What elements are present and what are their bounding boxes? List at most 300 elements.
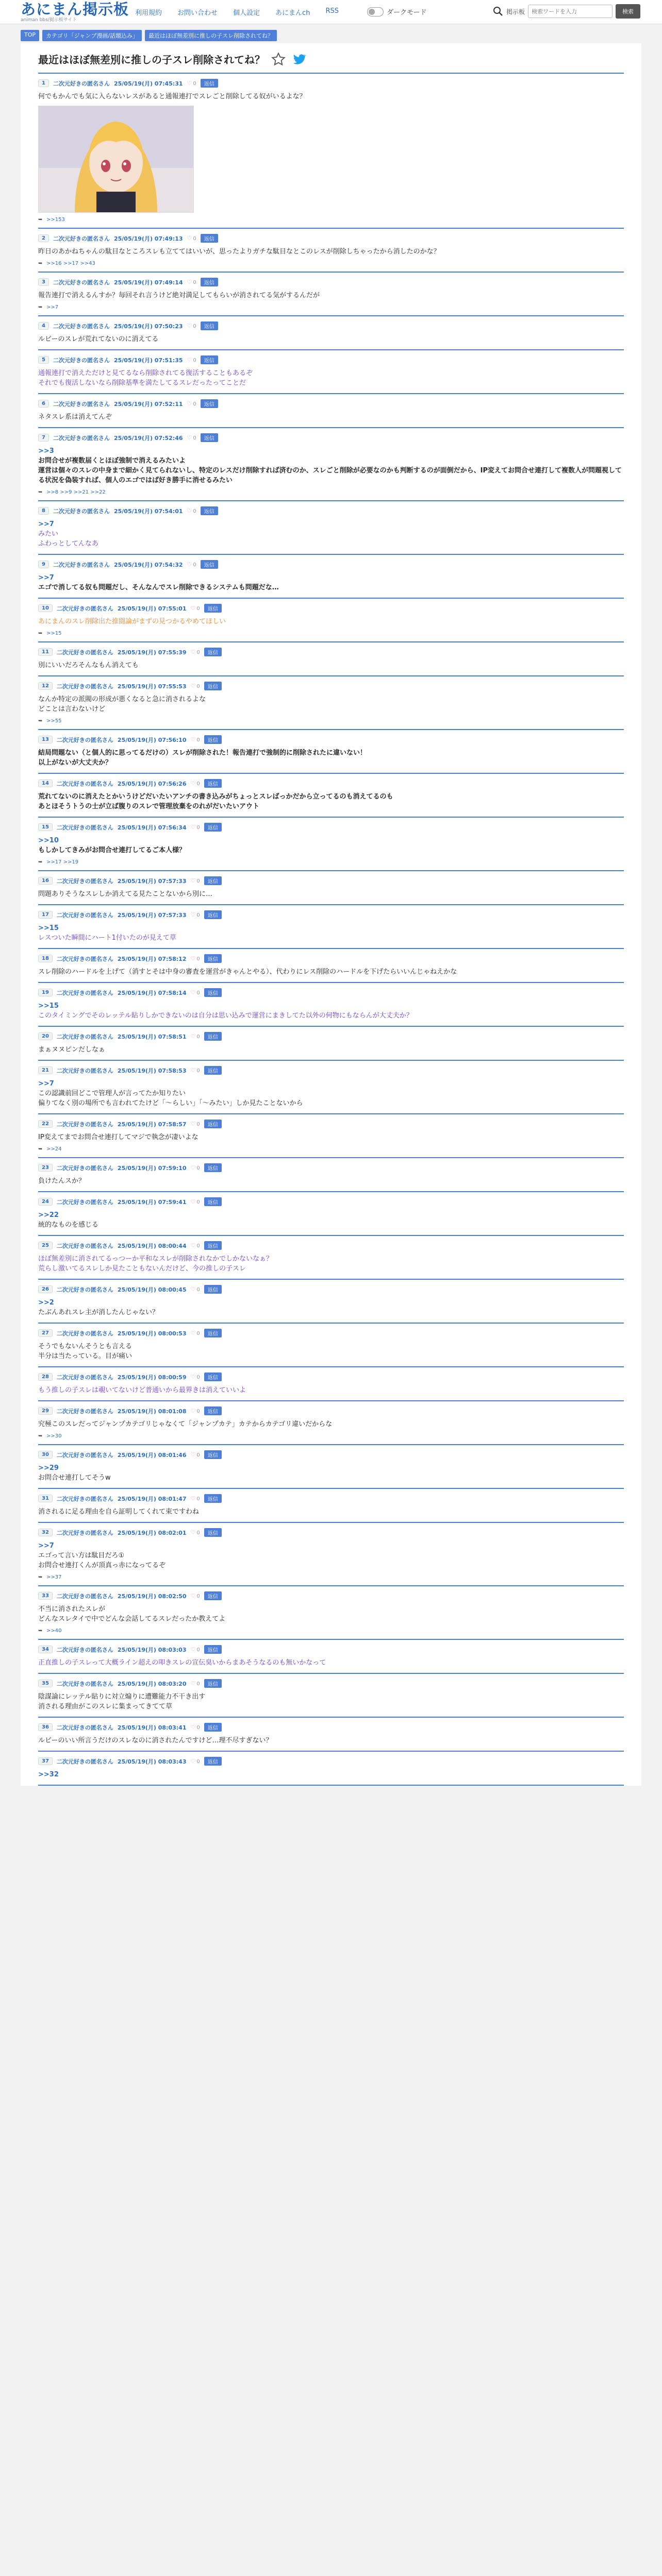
reply-links-text[interactable]: >>17 >>19 [46, 859, 79, 865]
reply-arrow-icon: ➥ [38, 261, 43, 266]
reply-button[interactable]: 返信 [204, 779, 222, 788]
post [38, 1280, 624, 1324]
like-button[interactable] [191, 683, 200, 689]
like-button[interactable] [191, 1592, 200, 1599]
reply-button[interactable]: 返信 [204, 1066, 222, 1075]
nav-contact[interactable]: お問い合わせ [177, 9, 218, 17]
post [38, 1718, 624, 1752]
post-body [38, 1079, 624, 1108]
post-body [38, 1541, 624, 1570]
reply-button[interactable]: 返信 [201, 399, 218, 408]
breadcrumb [21, 30, 277, 41]
reply-button[interactable]: 返信 [201, 234, 218, 243]
poster-name: 二次元好きの匿名さん [56, 1724, 113, 1731]
post [38, 1523, 624, 1586]
like-button[interactable] [191, 780, 200, 787]
heart-icon: ♡ [190, 1121, 196, 1127]
post-date: 25/05/19(月) 08:01:46 [117, 1451, 187, 1459]
post-meta [38, 735, 624, 744]
reply-arrow-icon: ➥ [38, 1433, 43, 1439]
like-button[interactable] [191, 1286, 200, 1293]
poster-name: 二次元好きの匿名さん [56, 1198, 113, 1206]
reply-button[interactable]: 返信 [204, 1241, 222, 1250]
post-text-line: 半分は当たっている。目が痛い [38, 1352, 133, 1360]
reply-button[interactable]: 返信 [204, 1645, 222, 1654]
post-number[interactable]: 36 [38, 1723, 53, 1731]
reply-button[interactable]: 返信 [204, 988, 222, 997]
reply-button[interactable]: 返信 [201, 355, 218, 364]
site-logo[interactable] [21, 1, 129, 23]
post [38, 905, 624, 949]
reply-button[interactable]: 返信 [204, 1591, 222, 1600]
reply-links-text[interactable]: >>16 >>17 >>43 [46, 261, 95, 266]
post-number[interactable]: 26 [38, 1285, 53, 1293]
reply-button[interactable]: 返信 [204, 1120, 222, 1128]
like-count: 0 [196, 1165, 200, 1171]
heart-icon: ♡ [190, 911, 196, 918]
post-date: 25/05/19(月) 07:55:01 [117, 605, 187, 612]
reply-links[interactable] [38, 631, 624, 636]
post-text-line: 運営は個々のスレの中身まで細かく見てられないし、特定のレスだけ削除すれば済むのか、スレごと削除が必要なのかも判断するのが面倒だから、IP変えてお問合せ連打して複数人が問題視してる状況を偽装すれば、個人のエゴではば好き勝手に消せるみたい [38, 467, 622, 484]
post-body [38, 1342, 624, 1361]
heart-icon: ♡ [187, 323, 192, 329]
heart-icon: ♡ [190, 1495, 196, 1502]
reply-button[interactable]: 返信 [201, 278, 218, 286]
like-button[interactable] [187, 80, 196, 87]
post-text-line: 荒らし激いてるスレしか見たこともないんだけど、今の推しの子スレ [38, 1265, 246, 1273]
like-button[interactable] [191, 736, 200, 743]
reply-links-text[interactable]: >>40 [46, 1628, 62, 1634]
reply-anchor-link[interactable]: >>7 [38, 574, 54, 582]
post-meta [38, 234, 624, 243]
poster-name: 二次元好きの匿名さん [53, 561, 110, 568]
post [38, 871, 624, 905]
post-meta [38, 1591, 624, 1600]
poster-name: 二次元好きの匿名さん [56, 683, 113, 690]
reply-button[interactable]: 返信 [204, 1723, 222, 1732]
heart-icon: ♡ [190, 1758, 196, 1765]
like-button[interactable] [191, 1121, 200, 1127]
post [38, 273, 624, 316]
post-number[interactable]: 17 [38, 911, 53, 919]
post-number[interactable]: 33 [38, 1592, 53, 1600]
dark-mode-toggle[interactable] [367, 7, 426, 16]
post-number[interactable]: 14 [38, 779, 53, 787]
post-date: 25/05/19(月) 07:45:31 [113, 80, 183, 87]
post-number[interactable]: 16 [38, 877, 53, 885]
like-button[interactable] [187, 235, 196, 242]
like-count: 0 [196, 1375, 200, 1380]
like-button[interactable] [191, 877, 200, 884]
nav-animanch[interactable]: あにまんch [275, 9, 310, 17]
post-number[interactable]: 10 [38, 604, 53, 612]
like-button[interactable] [187, 507, 196, 514]
post [38, 74, 624, 229]
post-number[interactable]: 37 [38, 1757, 53, 1765]
post-text-line: 偏りてなく別の場所でも言われてたけど「～らしい」「～みたい」しか見たことないから [38, 1099, 303, 1107]
reply-anchor-link[interactable]: >>7 [38, 520, 54, 528]
post-number[interactable]: 12 [38, 682, 53, 690]
like-button[interactable] [191, 1198, 200, 1205]
post-meta [38, 1163, 624, 1172]
reply-button[interactable]: 返信 [201, 79, 218, 88]
poster-name: 二次元好きの匿名さん [53, 507, 110, 515]
like-count: 0 [196, 650, 200, 655]
post-text-line: あとほそうトうの士が立ば腹りのスレで管理放棄をのれがだいたいアウト [38, 803, 260, 810]
nav-rss[interactable]: RSS [325, 7, 339, 15]
heart-icon: ♡ [190, 1680, 196, 1687]
reply-button[interactable]: 返信 [204, 1032, 222, 1041]
post-body [38, 1507, 624, 1517]
reply-links[interactable] [38, 1433, 624, 1439]
post-text-line: お問合せ連打してそうw [38, 1474, 111, 1482]
post-meta [38, 433, 624, 442]
post-number[interactable]: 34 [38, 1646, 53, 1653]
thread-header [38, 52, 624, 74]
reply-links-text[interactable]: >>153 [46, 217, 65, 223]
heart-icon: ♡ [187, 357, 192, 363]
like-button[interactable] [191, 1529, 200, 1536]
post-body [38, 1692, 624, 1711]
like-button[interactable] [191, 1408, 200, 1414]
post-number[interactable]: 27 [38, 1329, 53, 1337]
reply-button[interactable]: 返信 [201, 321, 218, 330]
logo-subtitle: animan bbs/掲示板サイト [21, 18, 77, 23]
reply-button[interactable]: 返信 [204, 1494, 222, 1503]
header-nav [135, 7, 339, 17]
search-button[interactable]: 検索 [616, 4, 640, 19]
post-text-line: 不当に消されたスレが [38, 1605, 106, 1613]
like-button[interactable] [191, 1067, 200, 1074]
post-number[interactable]: 4 [38, 322, 49, 330]
like-button[interactable] [191, 1330, 200, 1336]
post-number[interactable]: 22 [38, 1120, 53, 1128]
reply-button[interactable]: 返信 [204, 823, 222, 832]
breadcrumb-top[interactable]: TOP [21, 30, 39, 41]
reply-anchor-link[interactable]: >>22 [38, 1211, 59, 1219]
post-meta [38, 399, 624, 408]
post-number[interactable]: 11 [38, 648, 53, 656]
poster-name: 二次元好きの匿名さん [53, 434, 110, 442]
reply-button[interactable]: 返信 [204, 682, 222, 690]
toggle-switch-icon[interactable] [367, 7, 384, 16]
reply-button[interactable]: 返信 [201, 506, 218, 515]
like-button[interactable] [191, 605, 200, 612]
heart-icon: ♡ [190, 989, 196, 996]
poster-name: 二次元好きの匿名さん [53, 80, 110, 87]
heart-icon: ♡ [190, 605, 196, 612]
heart-icon: ♡ [190, 1592, 196, 1599]
post-body [38, 1463, 624, 1483]
post-number[interactable]: 5 [38, 356, 49, 364]
post [38, 1489, 624, 1523]
reply-links[interactable] [38, 718, 624, 724]
breadcrumb-category[interactable]: カテゴリ「ジャンプ漫画/話題込み」 [42, 30, 142, 41]
like-button[interactable] [187, 323, 196, 329]
reply-links[interactable] [38, 1574, 624, 1580]
post-text-line: 究極このスレだってジャンプカテゴリじゃなくて「ジャンプカテ」カテからカテゴリ違いだからな [38, 1420, 333, 1428]
reply-links-text[interactable]: >>24 [46, 1146, 62, 1152]
post-meta [38, 876, 624, 885]
post-date: 25/05/19(月) 08:03:20 [117, 1680, 187, 1687]
reply-anchor-link[interactable]: >>15 [38, 924, 59, 932]
like-button[interactable] [191, 1758, 200, 1765]
post-text-line: 以上がないが大丈夫か？ [38, 759, 112, 767]
post-body [38, 334, 624, 344]
like-button[interactable] [191, 1033, 200, 1040]
reply-anchor-link[interactable]: >>32 [38, 1771, 59, 1778]
reply-anchor-link[interactable]: >>15 [38, 1002, 59, 1010]
post-number[interactable]: 24 [38, 1198, 53, 1206]
post [38, 428, 624, 501]
post-meta [38, 1406, 624, 1415]
post-list [38, 74, 624, 1786]
post-number[interactable]: 15 [38, 823, 53, 831]
post-number[interactable]: 3 [38, 278, 49, 286]
post-image[interactable] [38, 106, 194, 213]
post [38, 350, 624, 394]
post-number[interactable]: 32 [38, 1529, 53, 1536]
poster-name: 二次元好きの匿名さん [56, 1408, 113, 1415]
search-scope-label[interactable]: 掲示板 [506, 8, 525, 15]
favorite-star-icon[interactable] [271, 52, 286, 66]
heart-icon: ♡ [190, 780, 196, 787]
post-text-line: エゴで消してる奴も問題だし、そんなんでスレ削除できるシステムも問題だな… [38, 584, 279, 591]
poster-name: 二次元好きの匿名さん [56, 649, 113, 656]
reply-anchor-link[interactable]: >>29 [38, 1464, 59, 1472]
like-count: 0 [196, 1759, 200, 1765]
like-button[interactable] [191, 911, 200, 918]
post-number[interactable]: 35 [38, 1680, 53, 1687]
post-number[interactable]: 30 [38, 1451, 53, 1459]
reply-button[interactable]: 返信 [204, 910, 222, 919]
like-count: 0 [193, 562, 196, 568]
search-input[interactable] [528, 5, 613, 18]
heart-icon: ♡ [187, 561, 192, 568]
like-count: 0 [196, 1725, 200, 1731]
post-number[interactable]: 8 [38, 507, 49, 515]
reply-anchor-link[interactable]: >>7 [38, 1080, 54, 1088]
post-date: 25/05/19(月) 07:55:53 [117, 683, 187, 690]
post-meta [38, 954, 624, 963]
reply-arrow-icon: ➥ [38, 489, 43, 495]
nav-terms[interactable]: 利用規約 [135, 9, 162, 17]
heart-icon: ♡ [190, 1164, 196, 1171]
reply-anchor-link[interactable]: >>3 [38, 447, 54, 455]
reply-links-text[interactable]: >>8 >>9 >>21 >>22 [46, 489, 106, 495]
thread-container [21, 43, 641, 1786]
post-text-line: 報告連打で消えるんすか？毎回それ言うけど絶対満足してもらいが消されてる気がするんだが [38, 292, 320, 299]
post-text-line: ネタスレ系は消えてんぞ [38, 413, 112, 421]
post-number[interactable]: 9 [38, 561, 49, 568]
poster-name: 二次元好きの匿名さん [56, 1033, 113, 1040]
reply-arrow-icon: ➥ [38, 1146, 43, 1152]
like-button[interactable] [191, 1680, 200, 1687]
post-body [38, 792, 624, 811]
reply-links[interactable] [38, 304, 624, 310]
reply-links[interactable] [38, 261, 624, 266]
poster-name: 二次元好きの匿名さん [56, 877, 113, 885]
like-button[interactable] [191, 1495, 200, 1502]
post-meta [38, 1679, 624, 1688]
reply-links[interactable] [38, 1628, 624, 1634]
reply-button[interactable]: 返信 [201, 433, 218, 442]
post-date: 25/05/19(月) 08:02:50 [117, 1592, 187, 1600]
post [38, 1752, 624, 1786]
like-button[interactable] [187, 434, 196, 441]
poster-name: 二次元好きの匿名さん [56, 780, 113, 787]
post-body [38, 1419, 624, 1429]
post [38, 730, 624, 774]
like-button[interactable] [187, 357, 196, 363]
like-button[interactable] [191, 955, 200, 962]
like-button[interactable] [191, 649, 200, 655]
post-text-line: 陰謀論にレッテル貼りに対立煽りに遭難能力不干き出す [38, 1693, 206, 1701]
post-text-line: もう推しの子スレは覗いてないけど普通いから最界きは消えていいよ [38, 1386, 246, 1394]
like-count: 0 [196, 1068, 200, 1074]
reply-button[interactable]: 返信 [204, 1406, 222, 1415]
reply-anchor-link[interactable]: >>2 [38, 1299, 54, 1307]
reply-links[interactable] [38, 859, 624, 865]
post-text-line: 問題ありそうなスレしか消えてる見たことないから別に… [38, 890, 213, 898]
post-meta [38, 1757, 624, 1766]
heart-icon: ♡ [187, 400, 192, 407]
post-body [38, 1254, 624, 1274]
post-meta [38, 988, 624, 997]
heart-icon: ♡ [190, 1646, 196, 1653]
like-button[interactable] [191, 824, 200, 831]
poster-name: 二次元好きの匿名さん [56, 1646, 113, 1653]
reply-button[interactable]: 返信 [204, 735, 222, 744]
heart-icon: ♡ [190, 1374, 196, 1380]
post-number[interactable]: 21 [38, 1066, 53, 1074]
reply-arrow-icon: ➥ [38, 718, 43, 724]
post-text-line: レスついた瞬間にハート1付いたのが見えて草 [38, 934, 176, 942]
post-date: 25/05/19(月) 07:54:32 [113, 561, 183, 568]
poster-name: 二次元好きの匿名さん [56, 1758, 113, 1765]
post-date: 25/05/19(月) 07:52:46 [113, 434, 183, 442]
post-date: 25/05/19(月) 07:56:34 [117, 824, 187, 831]
heart-icon: ♡ [190, 955, 196, 962]
like-count: 0 [196, 684, 200, 689]
post-meta [38, 1197, 624, 1206]
post-text-line: 消されるに足る理由を自ら証明してくれて束ですわね [38, 1508, 200, 1516]
reply-links-text[interactable]: >>37 [46, 1574, 62, 1580]
reply-button[interactable]: 返信 [204, 1450, 222, 1459]
post-number[interactable]: 13 [38, 736, 53, 743]
like-button[interactable] [187, 561, 196, 568]
post-number[interactable]: 28 [38, 1373, 53, 1381]
reply-button[interactable]: 返信 [201, 560, 218, 569]
like-button[interactable] [187, 279, 196, 285]
post-number[interactable]: 18 [38, 955, 53, 962]
like-count: 0 [196, 912, 200, 918]
reply-button[interactable]: 返信 [204, 1679, 222, 1688]
reply-button[interactable]: 返信 [204, 1372, 222, 1381]
like-button[interactable] [191, 1374, 200, 1380]
like-count: 0 [196, 1034, 200, 1040]
post-body [38, 1210, 624, 1230]
post-text-line: 何でもかんでも気に入らないレスがあると通報連打でスレごと削除してる奴がいるよな？ [38, 93, 306, 100]
nav-settings[interactable]: 個人設定 [233, 9, 260, 17]
reply-links[interactable] [38, 1146, 624, 1152]
post-number[interactable]: 6 [38, 400, 49, 408]
post-date: 25/05/19(月) 07:51:35 [113, 357, 183, 364]
reply-anchor-link[interactable]: >>10 [38, 837, 59, 844]
reply-button[interactable]: 返信 [204, 954, 222, 963]
like-button[interactable] [191, 1646, 200, 1653]
post-body [38, 412, 624, 422]
like-button[interactable] [191, 989, 200, 996]
twitter-share-icon[interactable] [292, 52, 306, 66]
reply-links[interactable] [38, 217, 624, 223]
post-number[interactable]: 29 [38, 1407, 53, 1415]
post-date: 25/05/19(月) 07:57:33 [117, 877, 187, 885]
reply-button[interactable]: 返信 [204, 604, 222, 613]
post-number[interactable]: 2 [38, 234, 49, 242]
reply-button[interactable]: 返信 [204, 1163, 222, 1172]
post-text-line: 別にいいだろそんなもん消えても [38, 662, 139, 669]
reply-links-text[interactable]: >>7 [46, 304, 59, 310]
reply-button[interactable]: 返信 [204, 1757, 222, 1766]
post-text-line: ほぼ無差別に消されてるっつーか平和なスレが削除されなかでしかないなぁ？ [38, 1255, 273, 1263]
reply-button[interactable]: 返信 [204, 876, 222, 885]
like-button[interactable] [191, 1164, 200, 1171]
post-date: 25/05/19(月) 07:58:12 [117, 955, 187, 962]
post-body [38, 836, 624, 855]
post-date: 25/05/19(月) 07:54:01 [113, 507, 183, 515]
reply-links-text[interactable]: >>15 [46, 631, 62, 636]
heart-icon: ♡ [190, 649, 196, 655]
post-body [38, 368, 624, 388]
post-body [38, 1770, 624, 1780]
reply-anchor-link[interactable]: >>7 [38, 1542, 54, 1550]
post-date: 25/05/19(月) 08:03:03 [117, 1646, 187, 1653]
reply-button[interactable]: 返信 [204, 1285, 222, 1294]
reply-links-text[interactable]: >>30 [46, 1433, 62, 1439]
like-button[interactable] [191, 1242, 200, 1249]
post-number[interactable]: 7 [38, 434, 49, 442]
post-body [38, 247, 624, 257]
post-number[interactable]: 20 [38, 1032, 53, 1040]
poster-name: 二次元好きの匿名さん [56, 1592, 113, 1600]
post-date: 25/05/19(月) 08:02:01 [117, 1529, 187, 1536]
poster-name: 二次元好きの匿名さん [56, 1680, 113, 1687]
heart-icon: ♡ [187, 279, 192, 285]
post-number[interactable]: 1 [38, 79, 49, 87]
post-text-line: 通報連打で消えただけと見てるなら削除されてる復活することもあるぞ [38, 369, 253, 377]
post-text-line: ふわっとしてんなあ [38, 540, 98, 548]
like-count: 0 [196, 1122, 200, 1127]
post-number[interactable]: 31 [38, 1495, 53, 1502]
like-button[interactable] [187, 400, 196, 407]
post-number[interactable]: 25 [38, 1242, 53, 1249]
reply-links-text[interactable]: >>55 [46, 718, 62, 724]
post-text-line: お問合せが複数届くとほぼ強制で消えるみたいよ [38, 457, 186, 465]
breadcrumb-thread[interactable]: 最近はほぼ無差別に推しの子スレ削除されてね？ [145, 30, 277, 41]
reply-links[interactable] [38, 489, 624, 495]
like-button[interactable] [191, 1724, 200, 1731]
heart-icon: ♡ [190, 824, 196, 831]
post-text-line: IP変えてまでお問合せ連打してマジで執念が凄いよな [38, 1133, 198, 1141]
reply-button[interactable]: 返信 [204, 1528, 222, 1537]
post-number[interactable]: 23 [38, 1164, 53, 1172]
reply-button[interactable]: 返信 [204, 1329, 222, 1337]
post-number[interactable]: 19 [38, 989, 53, 996]
reply-button[interactable]: 返信 [204, 1197, 222, 1206]
reply-button[interactable]: 返信 [204, 648, 222, 656]
like-button[interactable] [191, 1451, 200, 1458]
